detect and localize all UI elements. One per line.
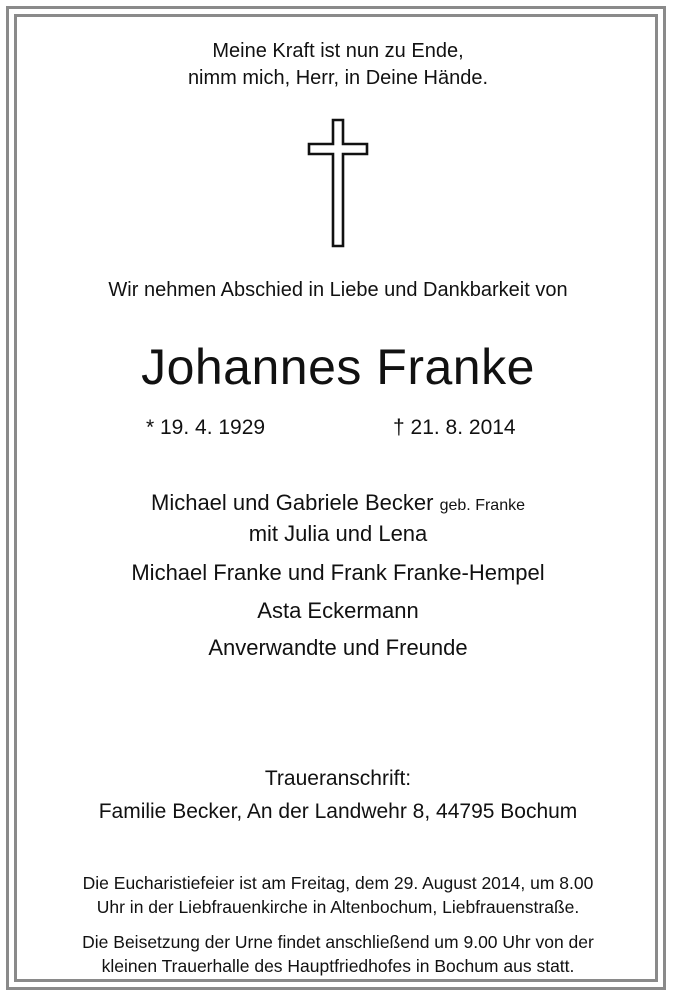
death-date: † 21. 8. 2014 bbox=[393, 416, 516, 439]
mourner-line-5: Anverwandte und Freunde bbox=[208, 635, 468, 660]
verse-line-1: Meine Kraft ist nun zu Ende, bbox=[212, 40, 464, 62]
deceased-name: Johannes Franke bbox=[141, 339, 535, 395]
mourner-line-1 bbox=[0, 490, 676, 516]
burial-notice bbox=[0, 930, 676, 978]
burial-notice-line-2: kleinen Trauerhalle des Hauptfriedhofes in Bochum aus statt. bbox=[101, 956, 575, 976]
mourner-names: Michael und Gabriele Becker bbox=[151, 490, 434, 515]
burial-notice-line-1: Die Beisetzung der Urne findet anschließend um 9.00 Uhr von der bbox=[82, 932, 594, 952]
mourner-line-4: Asta Eckermann bbox=[257, 598, 419, 623]
mourner-line-2: mit Julia und Lena bbox=[248, 521, 428, 546]
mourner-line-3: Michael Franke und Frank Franke-Hempel bbox=[131, 560, 545, 585]
mass-notice bbox=[0, 871, 676, 919]
mass-notice-line-2: Uhr in der Liebfrauenkirche in Altenbochum, Liebfrauenstraße. bbox=[96, 897, 580, 917]
verse-line-2: nimm mich, Herr, in Deine Hände. bbox=[187, 67, 489, 89]
intro-text: Wir nehmen Abschied in Liebe und Dankbarkeit von bbox=[108, 279, 568, 301]
mass-notice-line-1: Die Eucharistiefeier ist am Freitag, dem 29. August 2014, um 8.00 bbox=[82, 873, 594, 893]
maiden-name: geb. Franke bbox=[439, 497, 525, 514]
address-value: Familie Becker, An der Landwehr 8, 44795 Bochum bbox=[98, 800, 578, 823]
cross-icon bbox=[305, 118, 371, 248]
birth-date: * 19. 4. 1929 bbox=[146, 416, 266, 439]
address-label: Traueranschrift: bbox=[264, 767, 412, 790]
verse bbox=[0, 38, 676, 92]
